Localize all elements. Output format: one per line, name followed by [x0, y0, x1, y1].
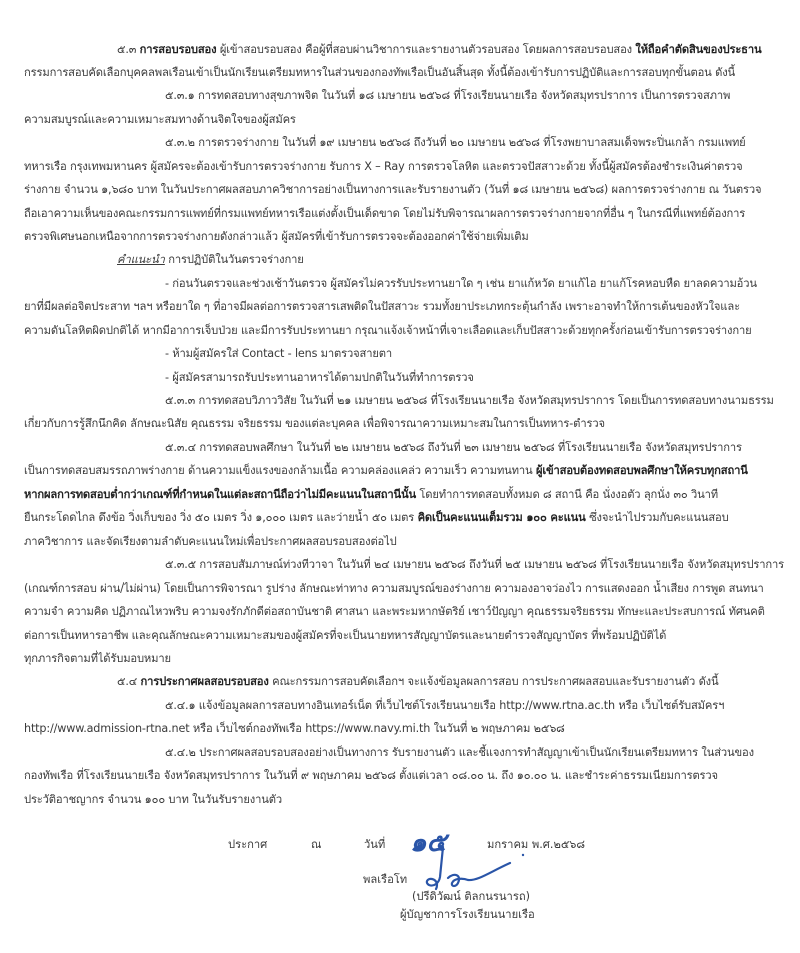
- advice-bullet-1-line-1: - ก่อนวันตรวจและช่วงเช้าวันตรวจ ผู้สมัครไม่ควรรับประทานยาใด ๆ เช่น ยาแก้หวัด ยาแก้ไอ ยาแก้โรคหอบหืด ยาลดความอ้วน: [165, 277, 757, 290]
- section-5-3-4-line-2: [24, 461, 748, 481]
- paragraph-text: หรือ เว็บไซต์รับสมัครฯ: [618, 699, 725, 712]
- paragraph-text: หรือ เว็บไซต์กองทัพเรือ: [192, 722, 302, 735]
- section-5-3-3-line-1: ๕.๓.๓ การทดสอบวิภาววิสัย ในวันที่ ๒๑ เมษายน ๒๕๖๘ ที่โรงเรียนนายเรือ จังหวัดสมุทรปราการ โดยเป็นการทดสอบทางนามธรรม: [165, 394, 774, 407]
- section-5-3-4-line-1: ๕.๓.๔ การทดสอบพลศึกษา ในวันที่ ๒๒ เมษายน ๒๕๖๘ ถึงวันที่ ๒๓ เมษายน ๒๕๖๘ ที่โรงเรียนนายเรือ จังหวัดสมุทรปราการ: [165, 441, 742, 454]
- advice-label: คำแนะนำ: [117, 253, 165, 266]
- section-5-3-2-line-5: ตรวจพิเศษนอกเหนือจากการตรวจร่างกายดังกล่าวแล้ว ผู้สมัครที่เข้ารับการตรวจจะต้องออกค่าใช้จ่ายเพิ่มเติม: [24, 230, 529, 243]
- section-5-3-4-line-3: [24, 485, 718, 505]
- section-5-3-2-line-1: ๕.๓.๒ การตรวจร่างกาย ในวันที่ ๑๙ เมษายน ๒๕๖๘ ถึงวันที่ ๒๐ เมษายน ๒๕๖๘ ที่โรงพยาบาลสมเด็จพระปิ่นเกล้า กรมแพทย์: [165, 136, 746, 149]
- signer-title: ผู้บัญชาการโรงเรียนนายเรือ: [400, 908, 535, 921]
- section-title: การสอบรอบสอง: [139, 43, 217, 56]
- section-5-3-2-line-2: ทหารเรือ กรุงเทพมหานคร ผู้สมัครจะต้องเข้ารับการตรวจร่างกาย รับการ X – Ray การตรวจโลหิต และตรวจปัสสาวะด้วย ทั้งนี้ผู้สมัครต้องชำระเงินค่าตรวจ: [24, 160, 743, 173]
- section-number: ๕.๔: [117, 675, 138, 688]
- signer-name: (ปรีดิวัฒน์ ติลกนรนารถ): [412, 890, 530, 903]
- bold-text: ผู้เข้าสอบต้องทดสอบพลศึกษาให้ครบทุกสถานี: [535, 464, 748, 477]
- signer-rank: พลเรือโท: [363, 873, 408, 886]
- paragraph-text: ในวันที่ ๒ พฤษภาคม ๒๕๖๘: [433, 722, 565, 735]
- section-5-4-heading: [117, 672, 719, 692]
- handwritten-day: ๑๕: [410, 828, 447, 858]
- advice-bullet-1-line-3: ความดันโลหิตผิดปกติได้ หากมีอาการเจ็บป่วย และมีการรับประทานยา กรุณาแจ้งเจ้าหน้าที่เจาะเลือดและเก็บปัสสาวะด้วยทุกครั้งก่อนเข้ารับการตรวจร่างกาย: [24, 324, 752, 337]
- advice-bullet-1-line-2: ยาที่มีผลต่อจิตประสาท ฯลฯ หรือยาใด ๆ ที่อาจมีผลต่อการตรวจสารเสพติดในปัสสาวะ รวมทั้งยาประเภทกระตุ้นกำลัง เพราะอาจทำให้การเต้นของหัวใจและ: [24, 300, 740, 313]
- section-5-3-5-line-1: ๕.๓.๕ การสอบสัมภาษณ์ท่วงทีวาจา ในวันที่ ๒๔ เมษายน ๒๕๖๘ ถึงวันที่ ๒๕ เมษายน ๒๕๖๘ ที่โรงเรียนนายเรือ จังหวัดสมุทรปราการ: [165, 558, 784, 571]
- month-year: มกราคม พ.ศ.๒๕๖๘: [487, 838, 586, 851]
- section-5-3-4-line-5: ภาควิชาการ และจัดเรียงตามลำดับคะแนนใหม่เพื่อประกาศผลสอบรอบสองต่อไป: [24, 535, 397, 548]
- section-5-3-line-1: [117, 40, 761, 60]
- section-5-3-5-line-3: ความจำ ความคิด ปฏิภาณไหวพริบ ความจงรักภักดีต่อสถาบันชาติ ศาสนา และพระมหากษัตริย์ เชาว์ปัญญา คุณธรรมจริยธรรม ทักษะและประสบการณ์ ทัศนคติ: [24, 605, 765, 618]
- advice-bullet-2: - ห้ามผู้สมัครใส่ Contact - lens มาตรวจสายตา: [165, 347, 392, 360]
- date-label: วันที่: [364, 838, 386, 851]
- section-5-4-2-line-3: ประวัติอาชญากร จำนวน ๑๐๐ บาท ในวันรับรายงานตัว: [24, 793, 282, 806]
- section-5-4-1-line-1: [165, 696, 724, 716]
- section-5-3-1-line-2: ความสมบูรณ์และความเหมาะสมทางด้านจิตใจของผู้สมัคร: [24, 113, 296, 126]
- section-number: ๕.๓: [117, 43, 137, 56]
- advice-bullet-3: - ผู้สมัครสามารถรับประทานอาหารได้ตามปกติในวันที่ทำการตรวจ: [165, 371, 474, 384]
- section-5-3-1-line-1: ๕.๓.๑ การทดสอบทางสุขภาพจิต ในวันที่ ๑๘ เมษายน ๒๕๖๘ ที่โรงเรียนนายเรือ จังหวัดสมุทรปราการ เป็นการตรวจสภาพ: [165, 89, 731, 102]
- section-5-3-5-line-5: ทุกภารกิจตามที่ได้รับมอบหมาย: [24, 652, 171, 665]
- section-5-3-line-2: กรรมการสอบคัดเลือกบุคคลพลเรือนเข้าเป็นนักเรียนเตรียมทหารในส่วนของกองทัพเรือเป็นอันสิ้นสุด ทั้งนี้ต้องเข้ารับการปฏิบัติและการสอบทุกขั้นตอน ดังนี้: [24, 66, 736, 79]
- advice-heading: [117, 250, 304, 270]
- section-5-3-2-line-4: ถือเอาความเห็นของคณะกรรมการแพทย์ที่กรมแพทย์ทหารเรือแต่งตั้งเป็นเด็ดขาด โดยไม่รับพิจารณาผลการตรวจร่างกายจากที่อื่น ๆ ในกรณีที่แพทย์ต้องการ: [24, 207, 746, 220]
- section-5-3-2-line-3: ร่างกาย จำนวน ๑,๖๘๐ บาท ในวันประกาศผลสอบภาควิชาการอย่างเป็นทางการและรับรายงานตัว (วันที่ ๑๘ เมษายน ๒๕๖๘) ผลการตรวจร่างกาย ณ วันตรวจ: [24, 183, 762, 196]
- paragraph-text: ผู้เข้าสอบรอบสอง คือผู้ที่สอบผ่านวิชาการและรายงานตัวรอบสอง โดยผลการสอบรอบสอง: [219, 43, 632, 56]
- paragraph-text: คณะกรรมการสอบคัดเลือกฯ จะแจ้งข้อมูลผลการสอบ การประกาศผลสอบและรับรายงานตัว ดังนี้: [272, 675, 719, 688]
- section-5-3-5-line-4: ต่อการเป็นทหารอาชีพ และคุณลักษณะความเหมาะสมของผู้สมัครที่จะเป็นนายทหารสัญญาบัตรและนายตำรวจสัญญาบัตร ที่พร้อมปฏิบัติได้: [24, 629, 667, 642]
- bold-text: คิดเป็นคะแนนเต็มรวม ๑๐๐ คะแนน: [417, 511, 586, 524]
- section-5-4-1-line-2: [24, 719, 565, 739]
- navy-website-link[interactable]: https://www.navy.mi.th: [305, 722, 431, 735]
- section-5-3-5-line-2: (เกณฑ์การสอบ ผ่าน/ไม่ผ่าน) โดยเป็นการพิจารณา รูปร่าง ลักษณะท่าทาง ความสมบูรณ์ของร่างกาย ความองอาจว่องไว การแสดงออก น้ำเสียง การพูด สนทนา: [24, 582, 764, 595]
- section-5-4-2-line-1: ๕.๔.๒ ประกาศผลสอบรอบสองอย่างเป็นทางการ รับรายงานตัว และชี้แจงการทำสัญญาเข้าเป็นนักเรียนเตรียมทหาร ในส่วนของ: [165, 746, 754, 759]
- rtna-website-link[interactable]: http://www.rtna.ac.th: [499, 699, 615, 712]
- section-title: การประกาศผลสอบรอบสอง: [140, 675, 269, 688]
- paragraph-text: เป็นการทดสอบสมรรถภาพร่างกาย ด้านความแข็งแรงของกล้ามเนื้อ ความคล่องแคล่ว ความเร็ว ความทนทาน: [24, 464, 533, 477]
- at-label: ณ: [311, 838, 322, 851]
- section-5-3-4-line-4: [24, 508, 729, 528]
- bold-text: หากผลการทดสอบต่ำกว่าเกณฑ์ที่กำหนดในแต่ละสถานีถือว่าไม่มีคะแนนในสถานีนั้น: [24, 488, 417, 501]
- admission-website-link[interactable]: http://www.admission-rtna.net: [24, 722, 190, 735]
- paragraph-text: โดยทำการทดสอบทั้งหมด ๘ สถานี คือ นั่งงอตัว ลุกนั่ง ๓๐ วินาที: [419, 488, 718, 501]
- paragraph-text: ยืนกระโดดไกล ดึงข้อ วิ่งเก็บของ วิ่ง ๕๐ เมตร วิ่ง ๑,๐๐๐ เมตร และว่ายน้ำ ๕๐ เมตร: [24, 511, 415, 524]
- announced-label: ประกาศ: [228, 838, 268, 851]
- section-5-3-3-line-2: เกี่ยวกับการรู้สึกนึกคิด ลักษณะนิสัย คุณธรรม จริยธรรม ของแต่ละบุคคล เพื่อพิจารณาความเหมาะสมในการเป็นทหาร-ตำรวจ: [24, 417, 605, 430]
- paragraph-text: ๕.๔.๑ แจ้งข้อมูลผลการสอบทางอินเทอร์เน็ต ที่เว็บไซต์โรงเรียนนายเรือ: [165, 699, 496, 712]
- bold-text: ให้ถือคำตัดสินของประธาน: [635, 43, 762, 56]
- paragraph-text: ซึ่งจะนำไปรวมกับคะแนนสอบ: [589, 511, 729, 524]
- section-5-4-2-line-2: กองทัพเรือ ที่โรงเรียนนายเรือ จังหวัดสมุทรปราการ ในวันที่ ๙ พฤษภาคม ๒๕๖๘ ตั้งแต่เวลา ๐๘.๐๐ น. ถึง ๑๐.๐๐ น. และชำระค่าธรรมเนียมการตรวจ: [24, 769, 718, 782]
- advice-title: การปฏิบัติในวันตรวจร่างกาย: [168, 253, 304, 266]
